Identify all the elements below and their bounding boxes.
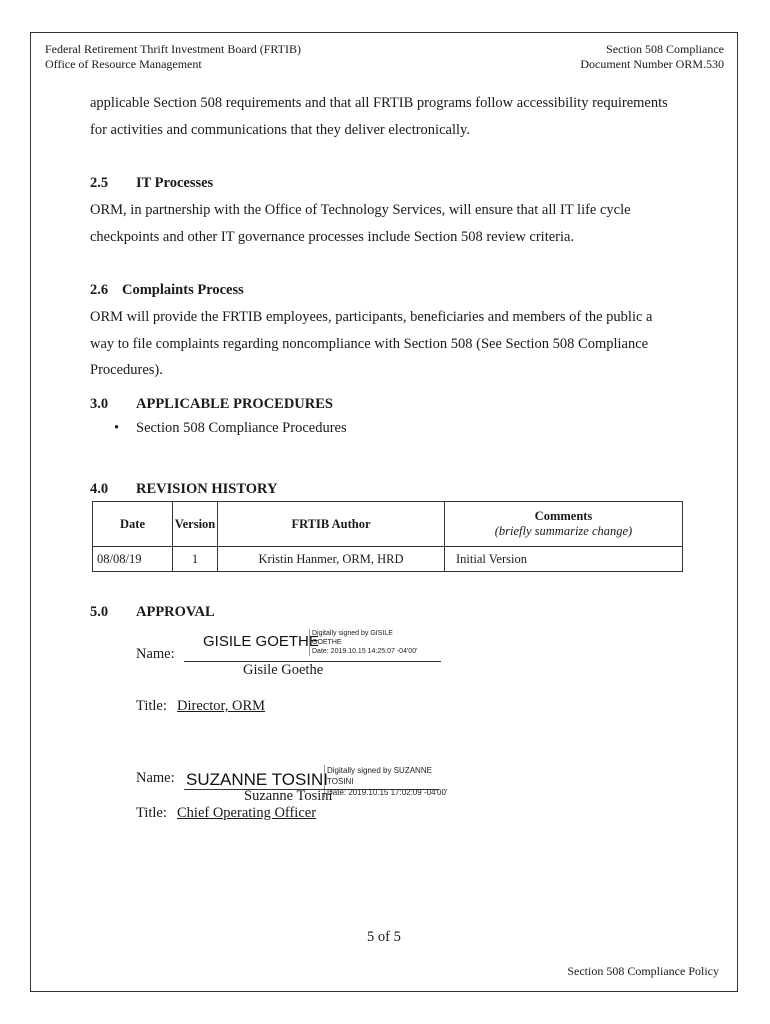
header-version: Version — [173, 502, 218, 547]
header-doc-line1: Section 508 Compliance — [606, 42, 724, 56]
section-3-0-heading — [90, 396, 333, 413]
intro-paragraph — [90, 90, 700, 143]
section-number: 2.5 — [90, 175, 109, 191]
sig-meta-line: Digitally signed by SUZANNE — [327, 766, 432, 775]
header-org-line1: Federal Retirement Thrift Investment Board (FRTIB) — [45, 42, 301, 56]
intro-line1: applicable Section 508 requirements and that all FRTIB programs follow accessibility requirements — [90, 95, 668, 111]
approver2-title-label: Title: — [136, 805, 167, 821]
section-2-5-line2: checkpoints and other IT governance processes include Section 508 review criteria. — [90, 228, 575, 245]
approver2-signature-details — [324, 765, 447, 798]
section-4-0-heading — [90, 481, 277, 498]
sig-meta-line: GOETHE — [312, 639, 342, 646]
approver2-printed-name: Suzanne Tosini — [244, 788, 333, 804]
section-number: 5.0 — [90, 604, 109, 620]
header-date: Date — [93, 502, 173, 547]
section-number: 2.6 — [90, 282, 109, 298]
approver2-name-label: Name: — [136, 770, 175, 786]
approver1-name-label: Name: — [136, 646, 175, 662]
header-comments — [445, 502, 683, 547]
approver2-title-value: Chief Operating Officer — [177, 805, 317, 821]
section-2-5-heading — [90, 175, 213, 192]
sig-meta-line: Date: 2019.10.15 17:02:09 -04'00' — [327, 788, 448, 797]
section-2-6-paragraph — [90, 304, 700, 384]
approver2-signature: SUZANNE TOSINI — [186, 770, 329, 789]
cell-date: 08/08/19 — [93, 547, 173, 572]
section-title: APPROVAL — [136, 604, 215, 620]
section-number: 4.0 — [90, 481, 109, 497]
section-2-6-heading — [90, 282, 244, 299]
section-title: Complaints Process — [122, 282, 244, 298]
approver1-title-label: Title: — [136, 698, 167, 714]
procedures-list-item — [114, 420, 347, 437]
approver1-signature-details — [309, 629, 417, 656]
section-5-0-heading — [90, 604, 215, 621]
header-org-line2: Office of Resource Management — [45, 57, 202, 71]
section-2-6-line2: way to file complaints regarding noncompliance with Section 508 (See Section 508 Compliance — [90, 335, 649, 352]
header-comments-subtitle: (briefly summarize change) — [494, 524, 633, 538]
section-title: REVISION HISTORY — [136, 481, 278, 497]
header-document-info — [580, 42, 724, 72]
section-2-5-line1: ORM, in partnership with the Office of Technology Services, will ensure that all IT life cycle — [90, 202, 631, 218]
approver1-printed-name: Gisile Goethe — [243, 662, 324, 678]
table-row — [93, 547, 683, 572]
intro-line2: for activities and communications that they deliver electronically. — [90, 121, 470, 138]
section-2-6-line3: Procedures). — [90, 362, 163, 378]
sig-meta-line: Digitally signed by GISILE — [312, 630, 393, 637]
document-page — [30, 32, 738, 992]
sig-meta-line: TOSINI — [327, 777, 354, 786]
revision-history-table — [92, 501, 683, 572]
section-number: 3.0 — [90, 396, 109, 412]
table-header-row — [93, 502, 683, 547]
header-doc-line2: Document Number ORM.530 — [580, 57, 724, 71]
section-2-5-paragraph — [90, 197, 700, 250]
approver1-signature: GISILE GOETHE — [203, 633, 319, 650]
sig-meta-line: Date: 2019.10.15 14:25:07 -04'00' — [312, 648, 418, 655]
header-author: FRTIB Author — [218, 502, 445, 547]
cell-comments: Initial Version — [445, 547, 683, 572]
procedure-name: Section 508 Compliance Procedures — [136, 420, 347, 436]
header-organization — [45, 42, 301, 72]
section-title: IT Processes — [136, 175, 214, 191]
header-comments-title: Comments — [534, 509, 593, 523]
page-number: 5 of 5 — [367, 929, 401, 945]
approver1-title-value: Director, ORM — [177, 698, 266, 714]
section-title: APPLICABLE PROCEDURES — [136, 396, 333, 412]
cell-version: 1 — [173, 547, 218, 572]
cell-author: Kristin Hanmer, ORM, HRD — [218, 547, 445, 572]
footer-policy-title: Section 508 Compliance Policy — [567, 964, 719, 978]
section-2-6-line1: ORM will provide the FRTIB employees, participants, beneficiaries and members of the public a — [90, 309, 653, 325]
bullet-icon: • — [114, 420, 120, 436]
